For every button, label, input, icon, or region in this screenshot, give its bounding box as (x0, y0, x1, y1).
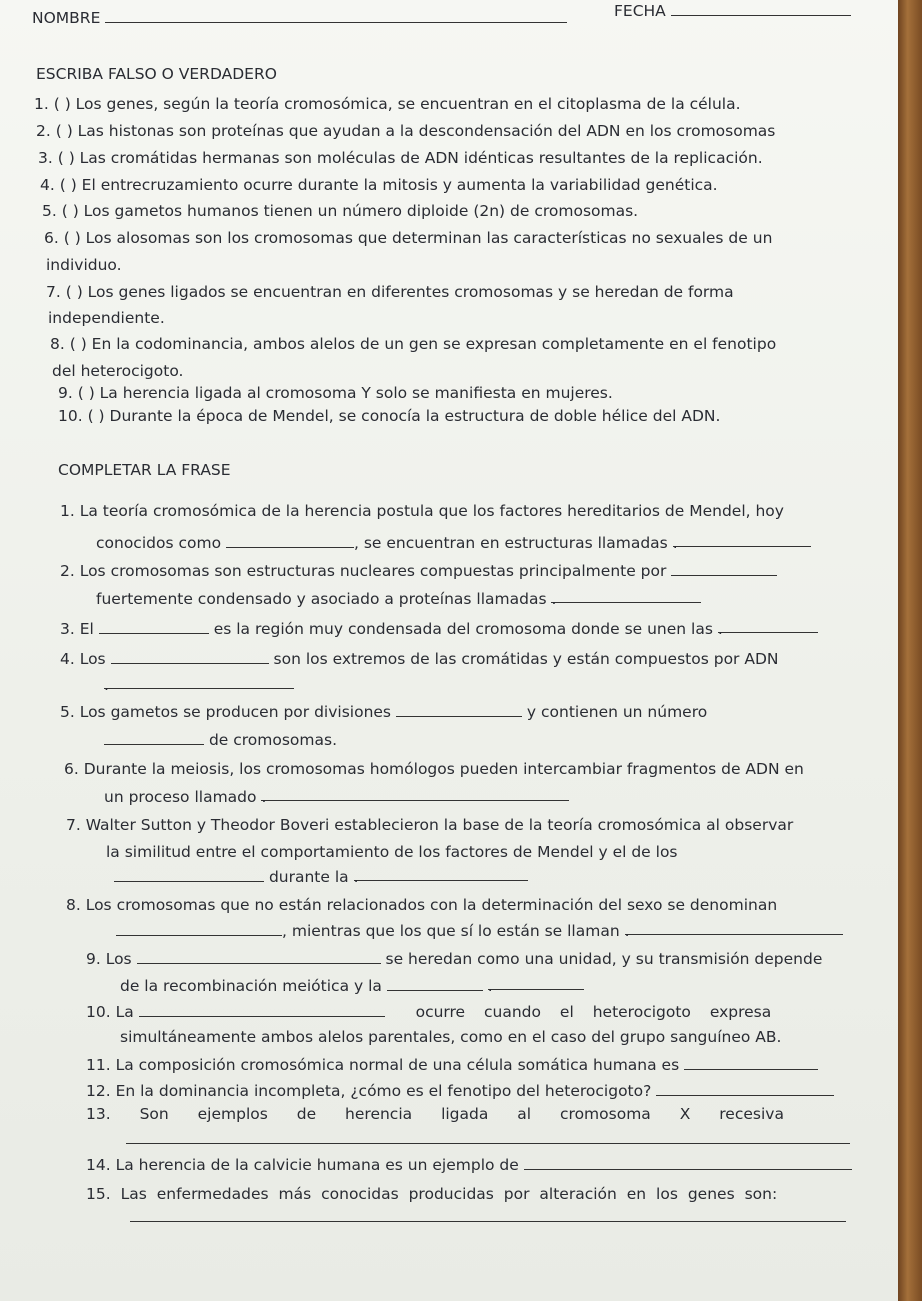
answer-blank[interactable] (718, 620, 818, 633)
tf-item: 6. ( ) Los alosomas son los cromosomas que determinan las características no sexuales de un (44, 229, 773, 247)
answer-blank[interactable] (396, 704, 522, 717)
answer-blank[interactable] (99, 621, 209, 634)
answer-blank[interactable] (387, 978, 483, 991)
tf-item: 8. ( ) En la codominancia, ambos alelos de un gen se expresan completamente en el fenotipo (50, 335, 777, 353)
answer-blank[interactable] (671, 563, 777, 576)
q7-line3: durante la . (114, 868, 528, 886)
answer-blank[interactable] (114, 869, 264, 882)
tf-item: 9. ( ) La herencia ligada al cromosoma Y solo se manifiesta en mujeres. (58, 384, 613, 402)
tf-item: 5. ( ) Los gametos humanos tienen un número diploide (2n) de cromosomas. (42, 202, 639, 220)
q15-line: 15. Las enfermedades más conocidas producidas por alteración en los genes son: (86, 1185, 778, 1203)
q12-line: 12. En la dominancia incompleta, ¿cómo es el fenotipo del heterocigoto? (86, 1082, 834, 1100)
answer-blank[interactable] (116, 923, 282, 936)
q6-line1: 6. Durante la meiosis, los cromosomas homólogos pueden intercambiar fragmentos de ADN en (64, 760, 804, 778)
q2-line2: fuertemente condensado y asociado a proteínas llamadas . (96, 590, 701, 608)
q14-line: 14. La herencia de la calvicie humana es un ejemplo de (86, 1156, 852, 1174)
name-field (32, 9, 567, 27)
answer-blank[interactable] (524, 1157, 852, 1170)
q7-line1: 7. Walter Sutton y Theodor Boveri establecieron la base de la teoría cromosómica al observar (66, 816, 794, 834)
answer-blank[interactable] (551, 590, 701, 603)
answer-blank[interactable] (130, 1221, 846, 1222)
q10-line1: 10. La ocurre cuando el heterocigoto expresa (86, 1003, 772, 1021)
table-surface (898, 0, 922, 1301)
q9-line2: de la recombinación meiótica y la . (120, 977, 584, 995)
q8-line2: , mientras que los que sí lo están se llaman . (116, 922, 843, 940)
answer-blank[interactable] (684, 1057, 818, 1070)
answer-blank[interactable] (488, 977, 584, 990)
answer-blank[interactable] (139, 1004, 385, 1017)
q10-line2: simultáneamente ambos alelos parentales, como en el caso del grupo sanguíneo AB. (120, 1028, 782, 1046)
tf-item-cont: independiente. (48, 309, 165, 327)
answer-blank[interactable] (104, 732, 204, 745)
answer-blank[interactable] (111, 651, 269, 664)
tf-item: 10. ( ) Durante la época de Mendel, se conocía la estructura de doble hélice del ADN. (58, 407, 721, 425)
q7-line2: la similitud entre el comportamiento de los factores de Mendel y el de los (106, 843, 678, 861)
answer-blank[interactable] (673, 534, 811, 547)
name-blank[interactable] (105, 10, 567, 23)
q1-line2: conocidos como , se encuentran en estructuras llamadas . (96, 534, 811, 552)
name-label: NOMBRE (32, 9, 101, 27)
comp-title: COMPLETAR LA FRASE (58, 461, 231, 479)
tf-item-cont: individuo. (46, 256, 122, 274)
tf-item: 4. ( ) El entrecruzamiento ocurre durante la mitosis y aumenta la variabilidad genética. (40, 176, 718, 194)
answer-blank[interactable] (226, 535, 354, 548)
answer-blank[interactable] (137, 951, 381, 964)
date-blank[interactable] (671, 3, 851, 16)
q6-line2: un proceso llamado . (104, 788, 569, 806)
tf-item: 3. ( ) Las cromátidas hermanas son moléculas de ADN idénticas resultantes de la replicación. (38, 149, 763, 167)
q4-line2 (104, 676, 294, 694)
tf-item: 7. ( ) Los genes ligados se encuentran en diferentes cromosomas y se heredan de forma (46, 283, 734, 301)
q1-line1: 1. La teoría cromosómica de la herencia postula que los factores hereditarios de Mendel, hoy (60, 502, 784, 520)
q11-line: 11. La composición cromosómica normal de una célula somática humana es (86, 1056, 818, 1074)
tf-item: 1. ( ) Los genes, según la teoría cromosómica, se encuentran en el citoplasma de la célula. (34, 95, 741, 113)
date-field (614, 2, 851, 20)
date-label: FECHA (614, 2, 666, 20)
tf-item-cont: del heterocigoto. (52, 362, 184, 380)
answer-blank[interactable] (354, 868, 528, 881)
answer-blank[interactable] (104, 676, 294, 689)
answer-blank[interactable] (656, 1083, 834, 1096)
q9-line1: 9. Los se heredan como una unidad, y su transmisión depende (86, 950, 823, 968)
q2-line1: 2. Los cromosomas son estructuras nucleares compuestas principalmente por (60, 562, 777, 580)
answer-blank[interactable] (126, 1143, 850, 1144)
answer-blank[interactable] (625, 922, 843, 935)
q13-line: 13. Son ejemplos de herencia ligada al cromosoma X recesiva (86, 1105, 784, 1123)
tf-title: ESCRIBA FALSO O VERDADERO (36, 65, 277, 83)
answer-blank[interactable] (261, 788, 569, 801)
q5-line2: de cromosomas. (104, 731, 337, 749)
q5-line1: 5. Los gametos se producen por divisiones y contienen un número (60, 703, 708, 721)
q3-line: 3. El es la región muy condensada del cromosoma donde se unen las . (60, 620, 818, 638)
tf-item: 2. ( ) Las histonas son proteínas que ayudan a la descondensación del ADN en los cromosomas (36, 122, 776, 140)
q4-line1: 4. Los son los extremos de las cromátidas y están compuestos por ADN (60, 650, 779, 668)
q8-line1: 8. Los cromosomas que no están relacionados con la determinación del sexo se denominan (66, 896, 778, 914)
